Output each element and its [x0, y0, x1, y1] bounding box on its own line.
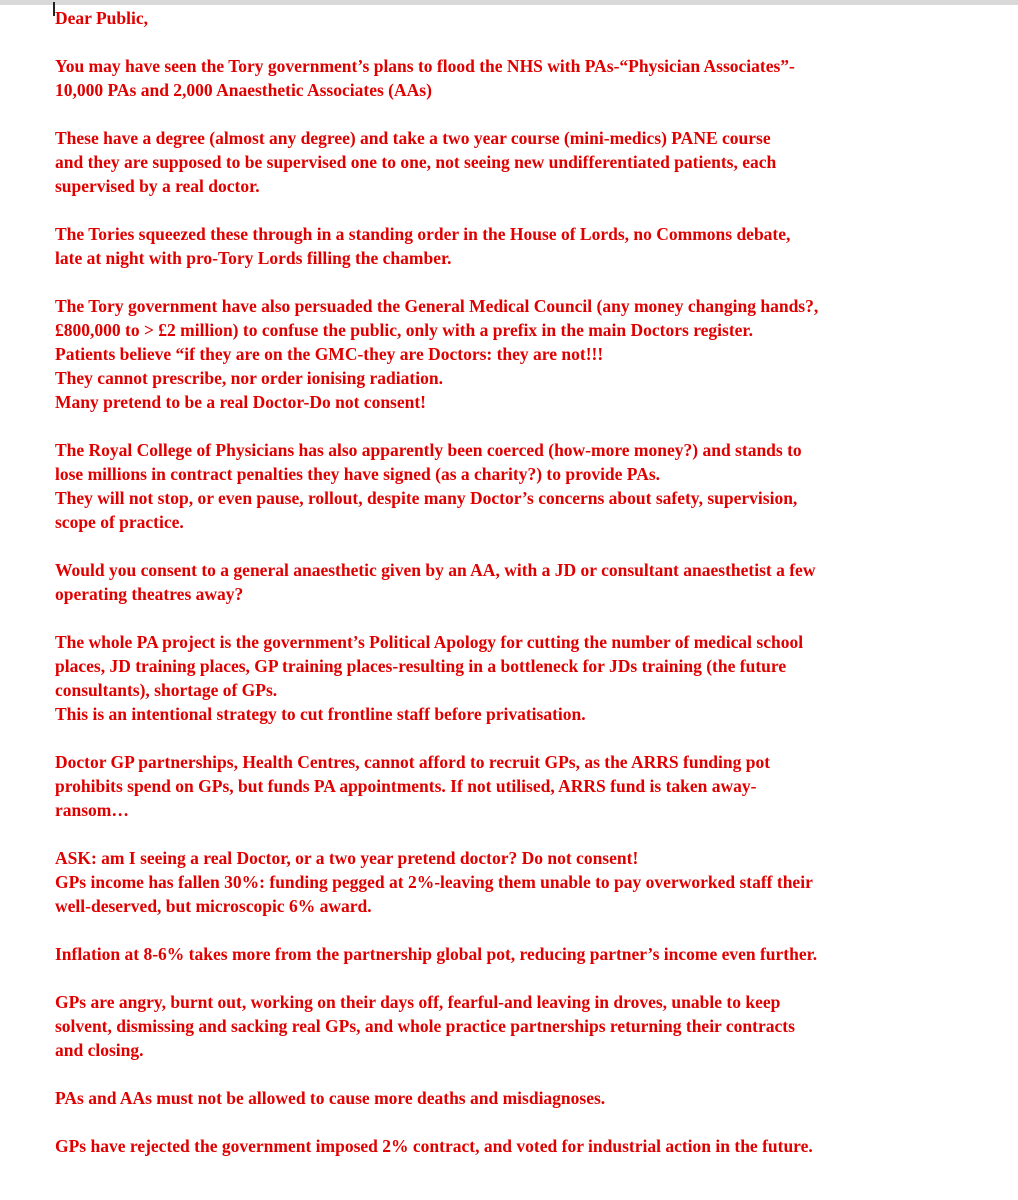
paragraph-arrs-funding: Doctor GP partnerships, Health Centres, cannot afford to recruit GPs, as the ARRS funding pot prohibits spend on GPs, but funds PA appointments. If not utilised, ARRS fund is taken away- ransom…	[55, 752, 771, 820]
paragraph-inflation: Inflation at 8-6% takes more from the partnership global pot, reducing partner’s income even further.	[55, 944, 818, 964]
document-body[interactable]	[55, 6, 1005, 1158]
paragraph-gmc: The Tory government have also persuaded the General Medical Council (any money changing hands?, £800,000 to > £2 million) to confuse the public, only with a prefix in the main Doctors register. Patients believe “if they are on the GMC-they are Doctors: they are not!!! They cannot prescribe, nor order ionising radiation. Many pretend to be a real Doctor-Do not consent!	[55, 296, 819, 412]
paragraph-political-apology: The whole PA project is the government’s Political Apology for cutting the number of medical school places, JD training places, GP training places-resulting in a bottleneck for JDs training (the future consultants), shortage of GPs. This is an intentional strategy to cut frontline staff before privatisation.	[55, 632, 804, 724]
paragraph-deaths: PAs and AAs must not be allowed to cause more deaths and misdiagnoses.	[55, 1088, 606, 1108]
window-top-bar	[0, 0, 1018, 5]
paragraph-ask: ASK: am I seeing a real Doctor, or a two year pretend doctor? Do not consent! GPs income has fallen 30%: funding pegged at 2%-leaving them unable to pay overworked staff their well-deserved, but microscopic 6% award.	[55, 848, 813, 916]
paragraph-house-of-lords: The Tories squeezed these through in a standing order in the House of Lords, no Commons debate, late at night with pro-Tory Lords filling the chamber.	[55, 224, 791, 268]
paragraph-royal-college: The Royal College of Physicians has also apparently been coerced (how-more money?) and stands to lose millions in contract penalties they have signed (as a charity?) to provide PAs. They will not stop, or even pause, rollout, despite many Doctor’s concerns about safety, supervision, scope of practice.	[55, 440, 802, 532]
paragraph-anaesthetic: Would you consent to a general anaesthetic given by an AA, with a JD or consultant anaesthetist a few operating theatres away?	[55, 560, 816, 604]
paragraph-gps-angry: GPs are angry, burnt out, working on their days off, fearful-and leaving in droves, unable to keep solvent, dismissing and sacking real GPs, and whole practice partnerships returning their contracts and closing.	[55, 992, 795, 1060]
paragraph-industrial-action: GPs have rejected the government imposed 2% contract, and voted for industrial action in the future.	[55, 1136, 813, 1156]
greeting: Dear Public,	[55, 8, 149, 28]
paragraph-flood-nhs: You may have seen the Tory government’s plans to flood the NHS with PAs-“Physician Associates”- 10,000 PAs and 2,000 Anaesthetic Associates (AAs)	[55, 56, 795, 100]
paragraph-degree-course: These have a degree (almost any degree) and take a two year course (mini-medics) PANE course and they are supposed to be supervised one to one, not seeing new undifferentiated patients, each supervised by a real doctor.	[55, 128, 777, 196]
